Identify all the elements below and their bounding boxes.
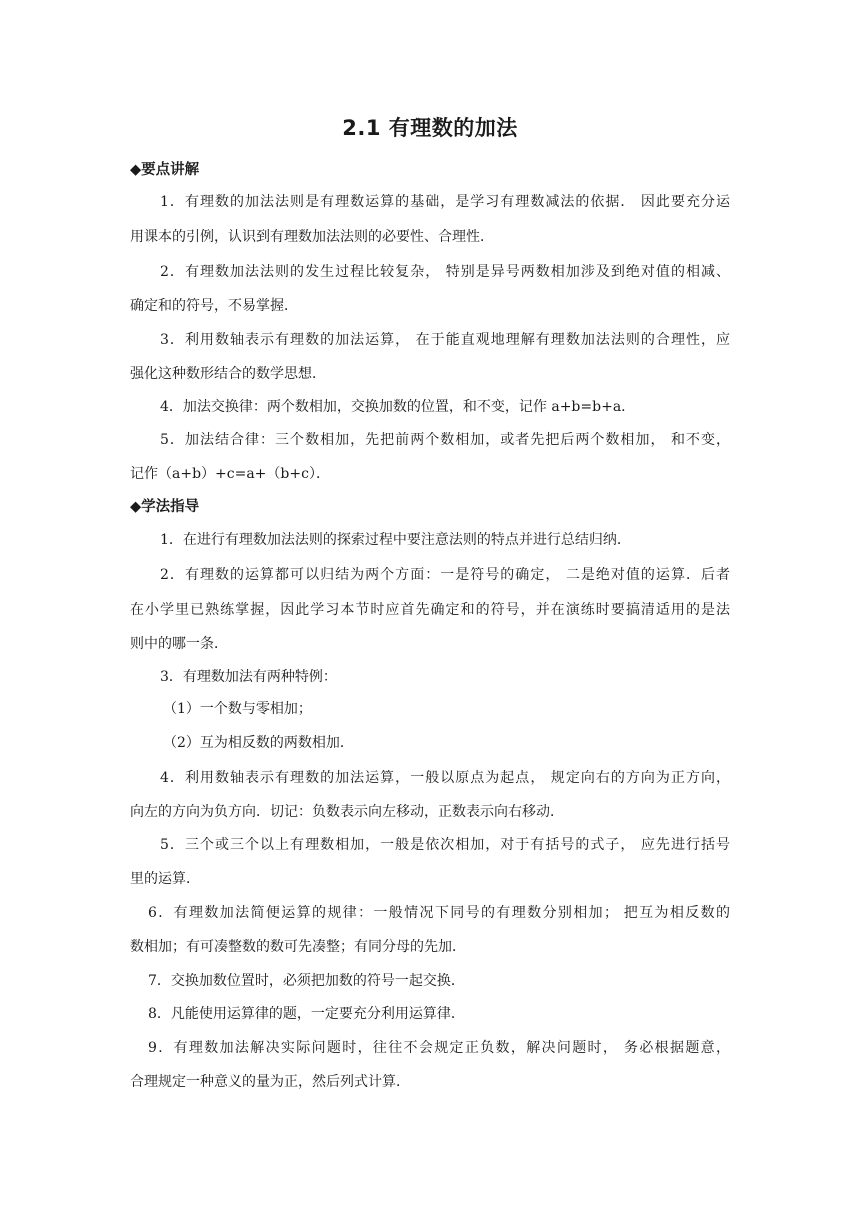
paragraph-line: 5．三个或三个以上有理数相加，一般是依次相加，对于有括号的式子， 应先进行括号 bbox=[160, 837, 730, 853]
paragraph-line: 4．利用数轴表示有理数的加法运算，一般以原点为起点， 规定向右的方向为正方向， bbox=[160, 770, 730, 786]
paragraph-line: 5．加法结合律：三个数相加，先把前两个数相加，或者先把后两个数相加， 和不变， bbox=[160, 432, 730, 448]
paragraph-line: 4．加法交换律：两个数相加，交换加数的位置，和不变，记作 a+b=b+a． bbox=[160, 399, 636, 415]
paragraph-line: （2）互为相反数的两数相加． bbox=[163, 735, 354, 751]
paragraph-line: 则中的哪一条． bbox=[130, 636, 228, 652]
paragraph-line: 向左的方向为负方向．切记：负数表示向左移动，正数表示向右移动． bbox=[130, 804, 564, 820]
paragraph-line: 2．有理数的运算都可以归结为两个方面：一是符号的确定， 二是绝对值的运算．后者 bbox=[160, 567, 730, 583]
paragraph-line: 里的运算． bbox=[130, 871, 200, 887]
paragraph-line: 6．有理数加法简便运算的规律：一般情况下同号的有理数分别相加； 把互为相反数的 bbox=[148, 905, 730, 921]
paragraph-line: 用课本的引例，认识到有理数加法法则的必要性、合理性． bbox=[130, 229, 494, 245]
paragraph-line: 确定和的符号，不易掌握． bbox=[130, 298, 298, 314]
section-heading-key-points: ◆要点讲解 bbox=[130, 162, 200, 178]
paragraph-line: 2．有理数加法法则的发生过程比较复杂， 特别是异号两数相加涉及到绝对值的相减、 bbox=[160, 264, 730, 280]
paragraph-line: 在小学里已熟练掌握，因此学习本节时应首先确定和的符号，并在演练时要搞清适用的是法 bbox=[130, 602, 730, 618]
paragraph-line: 9．有理数加法解决实际问题时，往往不会规定正负数，解决问题时， 务必根据题意， bbox=[148, 1040, 730, 1056]
paragraph-line: 3．利用数轴表示有理数的加法运算， 在于能直观地理解有理数加法法则的合理性，应 bbox=[160, 332, 730, 348]
paragraph-line: 记作（a+b）+c=a+（b+c）． bbox=[130, 466, 330, 482]
paragraph-line: 8．凡能使用运算律的题，一定要充分利用运算律． bbox=[148, 1006, 465, 1022]
page-title: 2.1 有理数的加法 bbox=[342, 116, 518, 140]
paragraph-line: 强化这种数形结合的数学思想． bbox=[130, 366, 326, 382]
paragraph-line: 数相加；有可凑整数的数可先凑整；有同分母的先加． bbox=[130, 939, 466, 955]
paragraph-line: 1．在进行有理数加法法则的探索过程中要注意法则的特点并进行总结归纳． bbox=[160, 532, 631, 548]
paragraph-line: （1）一个数与零相加； bbox=[163, 701, 312, 717]
paragraph-line: 合理规定一种意义的量为正，然后列式计算． bbox=[130, 1074, 410, 1090]
paragraph-line: 7．交换加数位置时，必须把加数的符号一起交换． bbox=[148, 973, 465, 989]
section-heading-study-guide: ◆学法指导 bbox=[130, 499, 200, 515]
paragraph-line: 3．有理数加法有两种特例： bbox=[160, 669, 337, 685]
paragraph-line: 1．有理数的加法法则是有理数运算的基础，是学习有理数减法的依据． 因此要充分运 bbox=[160, 194, 730, 210]
